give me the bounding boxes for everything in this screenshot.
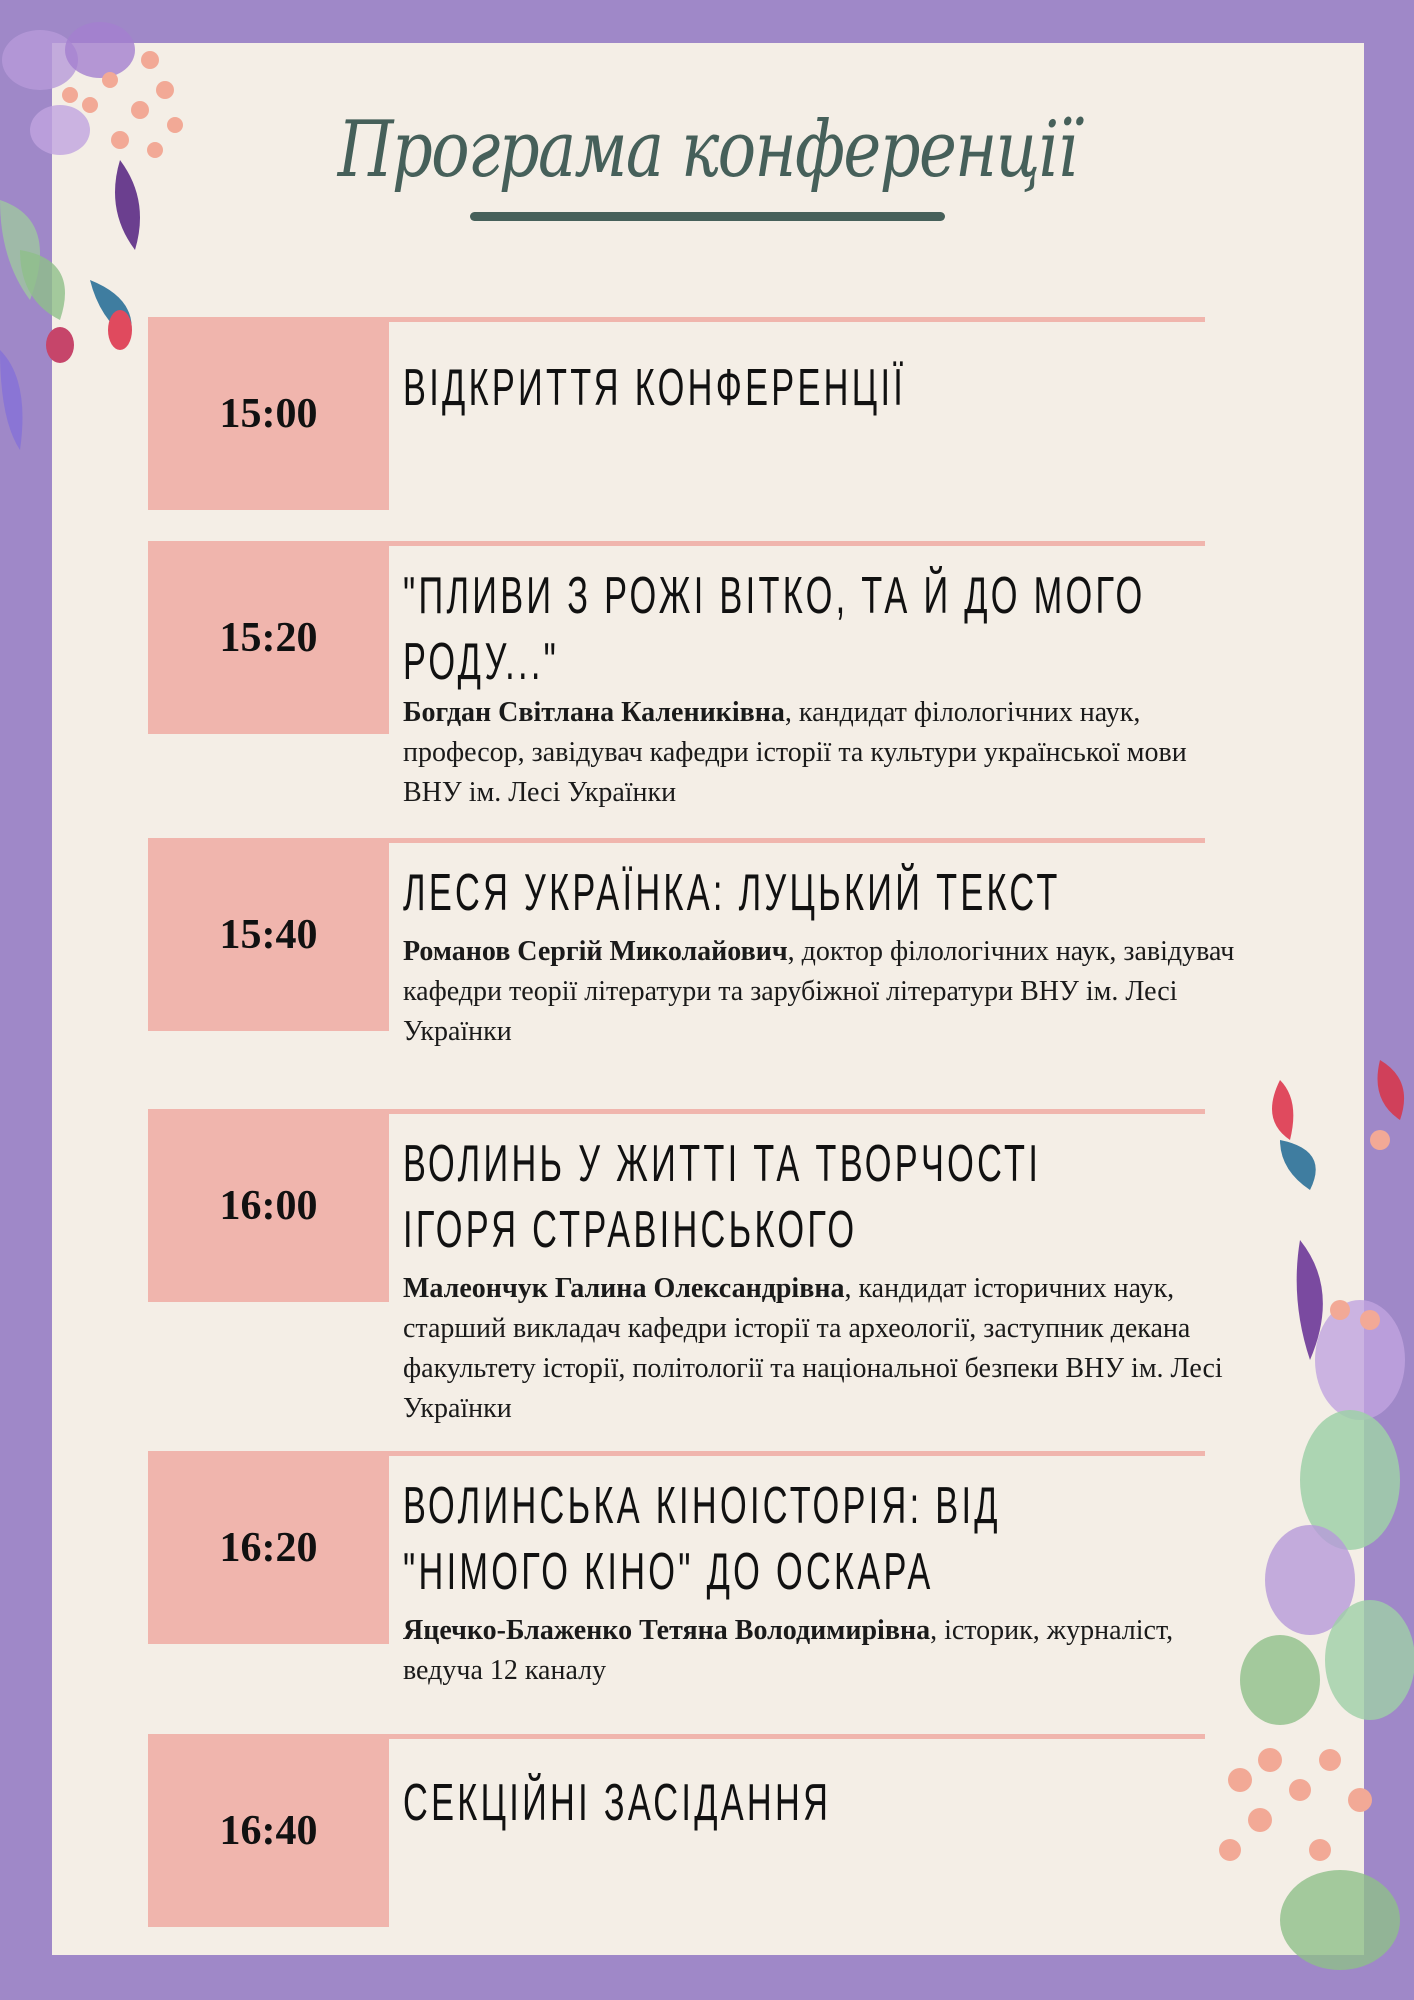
event-time: 15:20 (148, 541, 389, 734)
speaker-position: , історик, журналіст, ведуча 12 каналу (403, 1615, 1174, 1686)
speaker-name: Богдан Світлана Каленикiвна (403, 697, 785, 728)
speaker-position: , доктор філологічних наук, завідувач кафедри теорії літератури та зарубіжної літератури ВНУ ім. Лесі Українки (403, 936, 1235, 1047)
speaker-position: , кандидат філологічних наук, професор, завідувач кафедри історії та культури української мови ВНУ ім. Лесі Українки (403, 697, 1187, 808)
event-speaker-info (403, 932, 1243, 1052)
event-title: ВІДКРИТТЯ КОНФЕРЕНЦІЇ (403, 359, 907, 417)
event-time: 15:00 (148, 317, 389, 510)
event-time: 16:00 (148, 1109, 389, 1302)
event-title: ВОЛИНСЬКА КІНОІСТОРІЯ: ВІД "НІМОГО КІНО" ДО ОСКАРА (403, 1477, 1001, 1601)
event-title: СЕКЦІЙНІ ЗАСІДАННЯ (403, 1774, 832, 1832)
event-speaker-info (403, 1611, 1243, 1691)
event-title: "ПЛИВИ З РОЖІ ВІТКО, ТА Й ДО МОГО РОДУ..." (403, 567, 1146, 691)
event-time: 15:40 (148, 838, 389, 1031)
event-time: 16:20 (148, 1451, 389, 1644)
speaker-name: Малеончук Галина Олександрівна (403, 1273, 845, 1304)
speaker-name: Яцечко-Блаженко Тетяна Володимирівна (403, 1615, 931, 1646)
event-time: 16:40 (148, 1734, 389, 1927)
page-title: Програма конференції (337, 105, 1077, 195)
title-underline (470, 212, 945, 221)
speaker-name: Романов Сергій Миколайович (403, 936, 788, 967)
event-title: ЛЕСЯ УКРАЇНКА: ЛУЦЬКИЙ ТЕКСТ (403, 864, 1061, 922)
event-title: ВОЛИНЬ У ЖИТТІ ТА ТВОРЧОСТІ ІГОРЯ СТРАВІНСЬКОГО (403, 1135, 1042, 1259)
speaker-position: , кандидат історичних наук, старший викладач кафедри історії та археології, заступник декана факультету історії, політології та національної безпеки ВНУ ім. Лесі Українки (403, 1273, 1223, 1424)
event-speaker-info (403, 693, 1243, 813)
event-speaker-info (403, 1269, 1243, 1429)
